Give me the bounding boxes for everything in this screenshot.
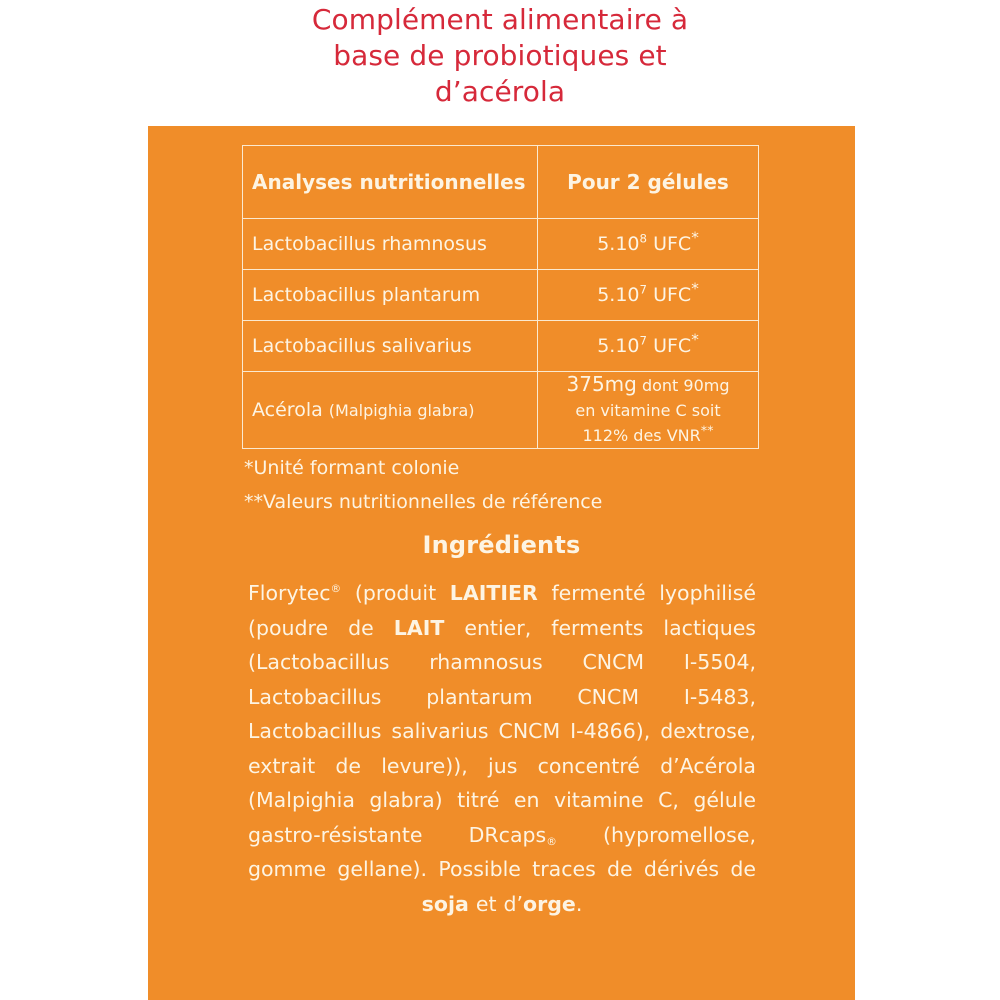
value-unit: UFC xyxy=(647,335,692,357)
acerola-value-line-3 xyxy=(538,423,758,448)
nutrient-value-acerola xyxy=(538,372,759,449)
ingredient-allergen: orge xyxy=(523,891,576,916)
page-title xyxy=(0,2,1000,110)
ingredient-text-run: (hypromellose, gomme gellane). Possible traces de dérivés de xyxy=(248,822,756,881)
value-footnote-marker: * xyxy=(691,330,699,349)
ingredient-text-run: et d’ xyxy=(468,891,524,916)
page-title-line-1: Complément alimentaire à xyxy=(311,3,689,36)
ingredient-allergen: LAIT xyxy=(393,615,445,640)
nutrition-table xyxy=(242,145,759,449)
value-base: 5.10 xyxy=(597,233,640,255)
page-title-line-3: d’acérola xyxy=(434,75,566,108)
table-row xyxy=(243,321,759,372)
acerola-common-name: Acérola xyxy=(252,399,329,421)
value-base: 5.10 xyxy=(597,335,640,357)
ingredient-text-run: entier, ferments lactiques (Lactobacillus rhamnosus CNCM I-5504, Lactobacillus plantarum CNCM I-5483, Lactobacillus salivarius CNCM I-4866), dextrose, extrait de levure)), jus concentré d’Acérola (Malpighia glabra) titré en vitamine C, gélule gastro-résistante DRcaps xyxy=(248,615,756,847)
value-footnote-marker: * xyxy=(691,228,699,247)
footnote-vnr: **Valeurs nutritionnelles de référence xyxy=(244,491,603,513)
nutrient-value xyxy=(538,270,759,321)
value-exponent: 8 xyxy=(639,231,648,246)
ingredient-text-run: (produit xyxy=(341,581,450,605)
table-header-row xyxy=(243,146,759,219)
registered-trademark-icon: ® xyxy=(546,834,557,848)
acerola-value-line-2: en vitamine C soit xyxy=(575,401,721,420)
info-panel xyxy=(148,126,855,1000)
ingredient-allergen: LAITIER xyxy=(449,581,538,605)
acerola-latin-name: (Malpighia glabra) xyxy=(328,401,475,420)
value-base: 5.10 xyxy=(597,284,640,306)
nutrient-value xyxy=(538,321,759,372)
value-unit: UFC xyxy=(647,233,692,255)
nutrient-name-acerola xyxy=(243,372,538,449)
ingredient-text-run: Florytec xyxy=(248,581,331,605)
nutrient-name: Lactobacillus rhamnosus xyxy=(243,219,538,270)
value-exponent: 7 xyxy=(639,333,648,348)
table-footnotes xyxy=(244,451,844,519)
nutrient-value xyxy=(538,219,759,270)
column-header-analyses: Analyses nutritionnelles xyxy=(243,146,538,219)
acerola-vnr-footnote-marker: ** xyxy=(700,423,714,439)
acerola-value-line-1 xyxy=(538,372,758,398)
ingredient-allergen: soja xyxy=(421,891,469,916)
acerola-dose: 375mg xyxy=(566,372,637,396)
value-unit: UFC xyxy=(647,284,692,306)
ingredient-text-run: . xyxy=(575,891,583,916)
ingredients-heading: Ingrédients xyxy=(422,531,581,559)
table-row xyxy=(243,270,759,321)
value-footnote-marker: * xyxy=(691,279,699,298)
nutrient-name: Lactobacillus salivarius xyxy=(243,321,538,372)
nutrient-name: Lactobacillus plantarum xyxy=(243,270,538,321)
ingredient-text-run: fermenté lyophilisé (poudre de xyxy=(248,581,756,640)
acerola-vnr: 112% des VNR xyxy=(582,426,701,445)
value-exponent: 7 xyxy=(639,282,648,297)
registered-trademark-icon: ® xyxy=(330,582,342,596)
footnote-ufc: *Unité formant colonie xyxy=(244,457,460,479)
page-title-line-2: base de probiotiques et xyxy=(333,39,667,72)
acerola-dose-detail: dont 90mg xyxy=(636,376,730,395)
table-row-acerola xyxy=(243,372,759,449)
ingredients-text xyxy=(248,576,756,921)
table-row xyxy=(243,219,759,270)
column-header-amount: Pour 2 gélules xyxy=(538,146,759,219)
